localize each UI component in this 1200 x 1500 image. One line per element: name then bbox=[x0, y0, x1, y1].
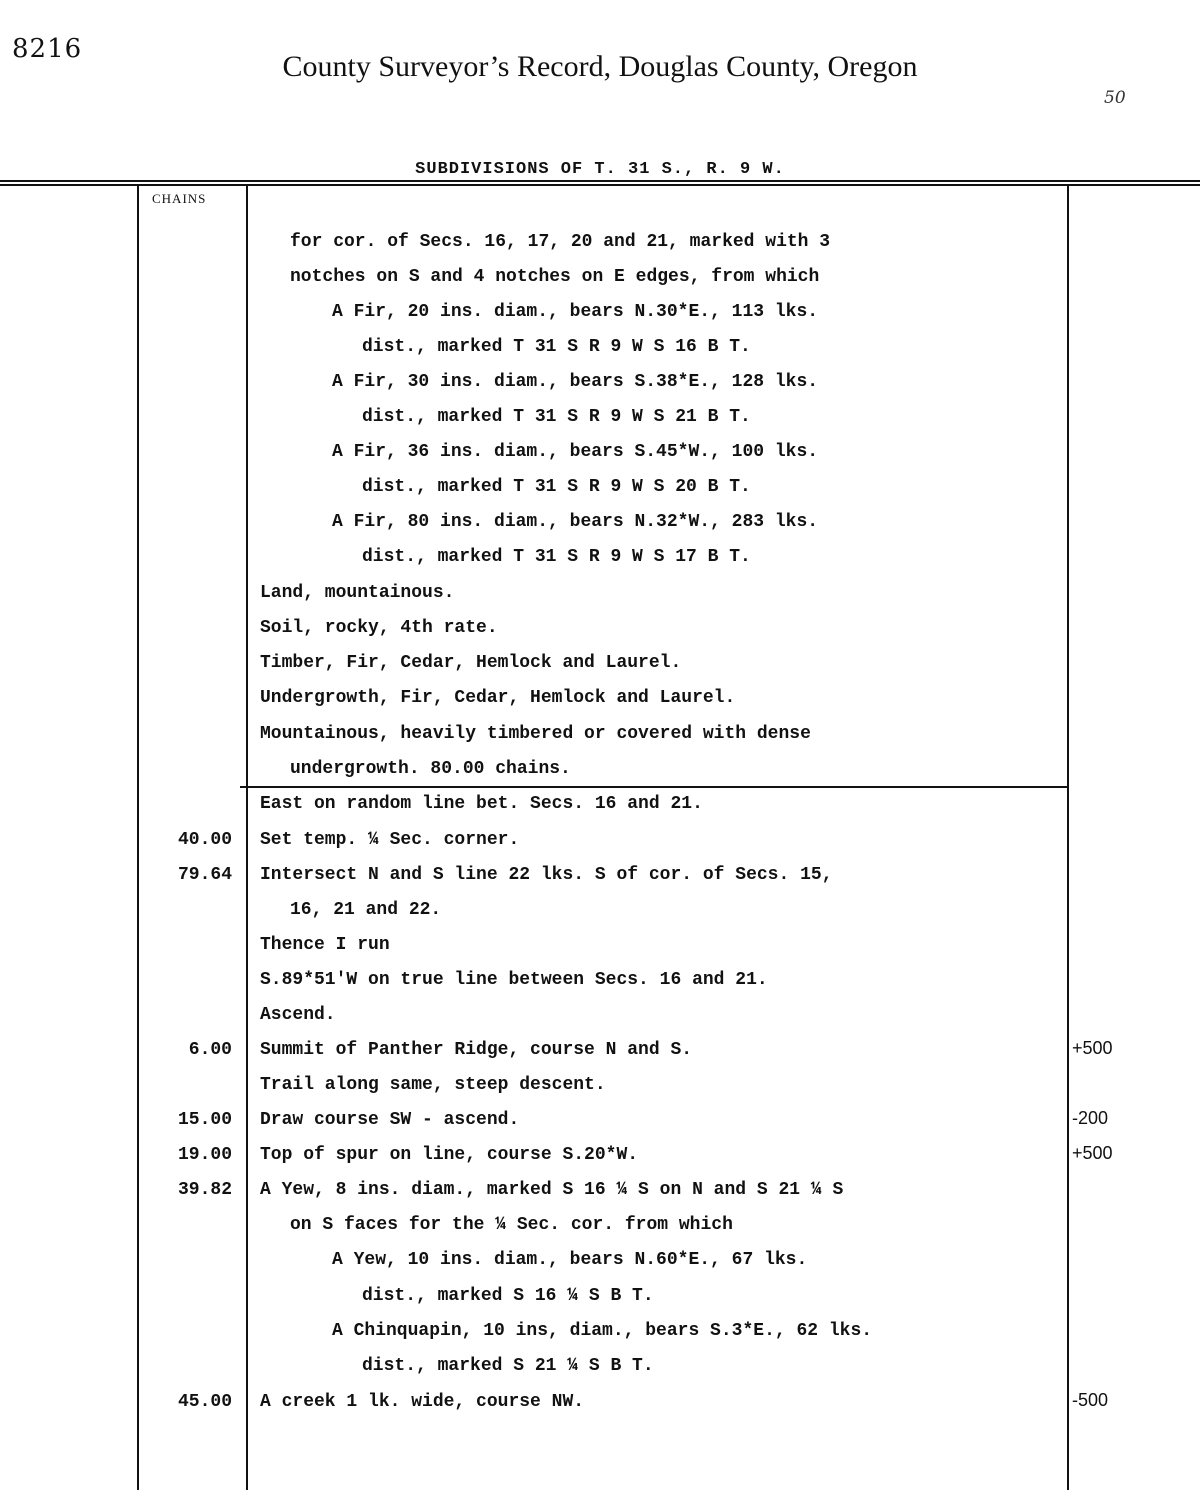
elevation-change: -500 bbox=[1072, 1390, 1109, 1410]
entry-text: Soil, rocky, 4th rate. bbox=[260, 618, 498, 638]
entry-text: Summit of Panther Ridge, course N and S. bbox=[260, 1040, 693, 1060]
entry-text: A Fir, 36 ins. diam., bears S.45*W., 100 lks. bbox=[332, 442, 819, 462]
entry-text: dist., marked T 31 S R 9 W S 20 B T. bbox=[362, 477, 751, 497]
chains-column-header: CHAINS bbox=[152, 191, 207, 206]
section-heading: SUBDIVISIONS OF T. 31 S., R. 9 W. bbox=[415, 160, 785, 179]
entry-text: Intersect N and S line 22 lks. S of cor. of Secs. 15, bbox=[260, 865, 833, 885]
entry-text: Thence I run bbox=[260, 935, 390, 955]
chain-distance: 79.64 bbox=[177, 865, 232, 885]
elevation-change: -200 bbox=[1072, 1108, 1109, 1128]
chains-column-right-line bbox=[246, 186, 248, 1490]
entry-text: Undergrowth, Fir, Cedar, Hemlock and Laurel. bbox=[260, 688, 736, 708]
entry-text: A Yew, 8 ins. diam., marked S 16 ¼ S on N and S 21 ¼ S bbox=[260, 1180, 844, 1200]
handwritten-note: 50 bbox=[1104, 88, 1126, 108]
entry-text: East on random line bet. Secs. 16 and 21. bbox=[260, 794, 703, 814]
entry-text: Ascend. bbox=[260, 1005, 336, 1025]
entry-text: dist., marked T 31 S R 9 W S 21 B T. bbox=[362, 407, 751, 427]
entry-text: Trail along same, steep descent. bbox=[260, 1075, 606, 1095]
entry-text: A Fir, 80 ins. diam., bears N.32*W., 283 lks. bbox=[332, 512, 819, 532]
chain-distance: 39.82 bbox=[177, 1180, 232, 1200]
entry-text: A Chinquapin, 10 ins, diam., bears S.3*E., 62 lks. bbox=[332, 1321, 873, 1341]
entry-text: undergrowth. 80.00 chains. bbox=[290, 759, 571, 779]
entry-text: dist., marked T 31 S R 9 W S 17 B T. bbox=[362, 547, 751, 567]
entry-text: dist., marked S 16 ¼ S B T. bbox=[362, 1286, 654, 1306]
entry-text: A Fir, 30 ins. diam., bears S.38*E., 128 lks. bbox=[332, 372, 819, 392]
entry-text: notches on S and 4 notches on E edges, from which bbox=[290, 267, 820, 287]
entry-text: Land, mountainous. bbox=[260, 583, 455, 603]
chain-distance: 15.00 bbox=[177, 1110, 232, 1130]
chain-distance: 45.00 bbox=[177, 1392, 232, 1412]
entry-text: S.89*51'W on true line between Secs. 16 and 21. bbox=[260, 970, 768, 990]
header-rule-bottom bbox=[0, 184, 1200, 186]
entry-text: A Fir, 20 ins. diam., bears N.30*E., 113 lks. bbox=[332, 302, 819, 322]
elevation-change: +500 bbox=[1072, 1143, 1113, 1163]
elevation-change: +500 bbox=[1072, 1038, 1113, 1058]
entry-text: dist., marked S 21 ¼ S B T. bbox=[362, 1356, 654, 1376]
entry-text: for cor. of Secs. 16, 17, 20 and 21, marked with 3 bbox=[290, 232, 831, 252]
chain-distance: 6.00 bbox=[188, 1040, 232, 1060]
entry-text: Set temp. ¼ Sec. corner. bbox=[260, 830, 520, 850]
page-title: County Surveyor’s Record, Douglas County, Oregon bbox=[282, 50, 918, 83]
header-rule-top bbox=[0, 180, 1200, 182]
entry-text: A Yew, 10 ins. diam., bears N.60*E., 67 lks. bbox=[332, 1250, 808, 1270]
entry-text: A creek 1 lk. wide, course NW. bbox=[260, 1392, 585, 1412]
entry-text: 16, 21 and 22. bbox=[290, 900, 442, 920]
page-number: 8216 bbox=[12, 34, 83, 64]
entry-text: Top of spur on line, course S.20*W. bbox=[260, 1145, 639, 1165]
entry-text: Draw course SW - ascend. bbox=[260, 1110, 520, 1130]
entry-text: Mountainous, heavily timbered or covered with dense bbox=[260, 724, 811, 744]
elevation-column-line bbox=[1067, 186, 1069, 1490]
chains-column-left-line bbox=[137, 186, 139, 1490]
chain-distance: 19.00 bbox=[177, 1145, 232, 1165]
entry-text: Timber, Fir, Cedar, Hemlock and Laurel. bbox=[260, 653, 682, 673]
entry-text: on S faces for the ¼ Sec. cor. from which bbox=[290, 1215, 733, 1235]
chain-distance: 40.00 bbox=[177, 830, 232, 850]
section-divider-line bbox=[240, 786, 1068, 788]
entry-text: dist., marked T 31 S R 9 W S 16 B T. bbox=[362, 337, 751, 357]
